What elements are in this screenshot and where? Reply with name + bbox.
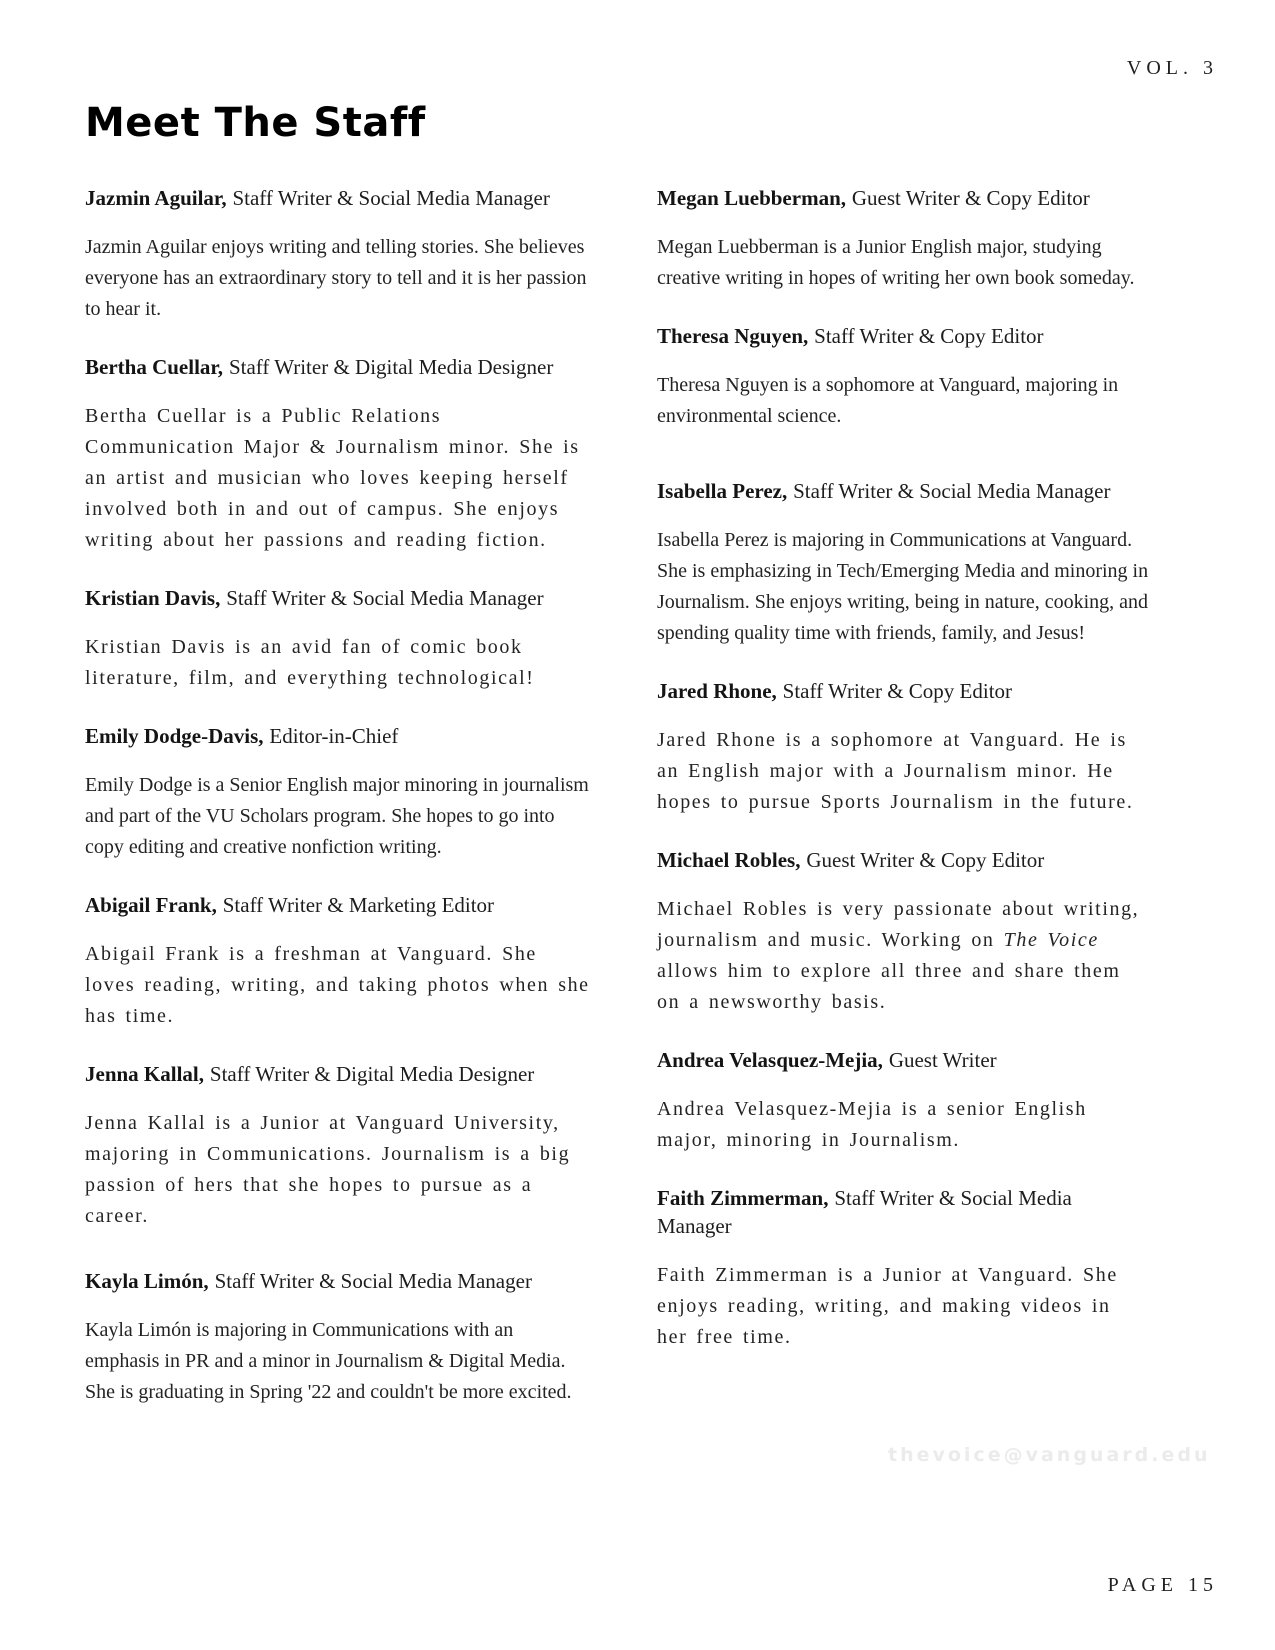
staff-name: Theresa Nguyen, — [657, 324, 809, 348]
staff-entry-jenna-kallal — [85, 1060, 590, 1232]
staff-entry-heading — [85, 891, 590, 919]
staff-role: Editor-in-Chief — [269, 724, 399, 748]
staff-role: Staff Writer & Social Media Manager — [657, 1186, 1072, 1238]
staff-entry-megan-luebberman — [657, 184, 1149, 294]
staff-role: Staff Writer & Social Media Manager — [232, 186, 550, 210]
staff-name: Kayla Limón, — [85, 1269, 209, 1293]
page-title: Meet The Staff — [85, 100, 426, 146]
staff-entry-michael-robles — [657, 846, 1149, 1018]
staff-bio: Kristian Davis is an avid fan of comic book literature, film, and everything technological! — [85, 636, 535, 689]
staff-name: Jenna Kallal, — [85, 1062, 205, 1086]
staff-name: Kristian Davis, — [85, 586, 221, 610]
staff-bio: Jenna Kallal is a Junior at Vanguard University, majoring in Communications. Journalism is a big passion of hers that she hopes to pursue as a career. — [85, 1112, 571, 1227]
staff-role: Staff Writer & Copy Editor — [782, 679, 1013, 703]
staff-bio — [657, 894, 1149, 1018]
staff-entry-jazmin-aguilar — [85, 184, 590, 325]
staff-entry-theresa-nguyen — [657, 322, 1149, 432]
staff-entry-heading — [657, 477, 1149, 505]
staff-bio: Isabella Perez is majoring in Communications at Vanguard. She is emphasizing in Tech/Emerging Media and minoring in Journalism. She enjoys writing, being in nature, cooking, and spending quality time with friends, family, and Jesus! — [657, 529, 1149, 644]
staff-bio: Jazmin Aguilar enjoys writing and telling stories. She believes everyone has an extraordinary story to tell and it is her passion to hear it. — [85, 236, 587, 320]
staff-entry-heading — [657, 846, 1149, 874]
staff-bio: Abigail Frank is a freshman at Vanguard. She loves reading, writing, and taking photos when she has time. — [85, 943, 590, 1027]
staff-entry-heading — [85, 584, 590, 612]
staff-name: Bertha Cuellar, — [85, 355, 224, 379]
staff-bio: Emily Dodge is a Senior English major minoring in journalism and part of the VU Scholars program. She hopes to go into copy editing and creative nonfiction writing. — [85, 774, 589, 858]
staff-role: Staff Writer & Marketing Editor — [222, 893, 495, 917]
staff-entry-faith-zimmerman — [657, 1184, 1149, 1353]
watermark-email: thevoice@vanguard.edu — [888, 1444, 1211, 1466]
staff-name: Megan Luebberman, — [657, 186, 846, 210]
staff-role: Staff Writer & Copy Editor — [814, 324, 1044, 348]
staff-entry-bertha-cuellar — [85, 353, 590, 556]
staff-role: Staff Writer & Digital Media Designer — [209, 1062, 535, 1086]
staff-name: Jared Rhone, — [657, 679, 777, 703]
staff-entry-jared-rhone — [657, 677, 1149, 818]
staff-bio-text: Michael Robles is very passionate about writing, journalism and music. Working on — [657, 898, 1140, 951]
staff-role: Staff Writer & Digital Media Designer — [228, 355, 554, 379]
staff-entry-heading — [657, 1046, 1149, 1074]
staff-bio: Jared Rhone is a sophomore at Vanguard. He is an English major with a Journalism minor. He hopes to pursue Sports Journalism in the future. — [657, 729, 1134, 813]
staff-role: Staff Writer & Social Media Manager — [214, 1269, 532, 1293]
staff-bio: Faith Zimmerman is a Junior at Vanguard. She enjoys reading, writing, and making videos in her free time. — [657, 1264, 1118, 1348]
staff-entry-heading — [657, 1184, 1149, 1240]
staff-role: Guest Writer & Copy Editor — [851, 186, 1090, 210]
staff-bio: Theresa Nguyen is a sophomore at Vanguard, majoring in environmental science. — [657, 374, 1119, 427]
staff-role: Guest Writer & Copy Editor — [806, 848, 1045, 872]
staff-entry-heading — [85, 353, 590, 381]
staff-name: Michael Robles, — [657, 848, 801, 872]
staff-name: Isabella Perez, — [657, 479, 788, 503]
staff-column-right — [657, 184, 1149, 1436]
staff-role: Guest Writer — [888, 1048, 997, 1072]
staff-entry-kayla-limon — [85, 1267, 590, 1408]
staff-name: Jazmin Aguilar, — [85, 186, 227, 210]
staff-bio-text: allows him to explore all three and share them on a newsworthy basis. — [657, 960, 1121, 1013]
staff-name: Emily Dodge-Davis, — [85, 724, 264, 748]
staff-entry-kristian-davis — [85, 584, 590, 694]
staff-column-left — [85, 184, 590, 1436]
staff-entry-isabella-perez — [657, 477, 1149, 649]
staff-entry-heading — [85, 184, 590, 212]
staff-role: Staff Writer & Social Media Manager — [793, 479, 1111, 503]
staff-bio: Megan Luebberman is a Junior English major, studying creative writing in hopes of writing her own book someday. — [657, 236, 1135, 289]
staff-name: Andrea Velasquez-Mejia, — [657, 1048, 883, 1072]
staff-entry-andrea-velasquez-mejia — [657, 1046, 1149, 1156]
staff-entry-abigail-frank — [85, 891, 590, 1032]
staff-bio: Kayla Limón is majoring in Communications with an emphasis in PR and a minor in Journalism & Digital Media. She is graduating in Spring '22 and couldn't be more excited. — [85, 1319, 572, 1403]
staff-entry-heading — [657, 322, 1149, 350]
staff-entry-heading — [85, 1060, 590, 1088]
staff-name: Faith Zimmerman, — [657, 1186, 829, 1210]
volume-label: VOL. 3 — [1126, 57, 1218, 79]
staff-role: Staff Writer & Social Media Manager — [226, 586, 544, 610]
staff-columns — [85, 184, 1275, 1436]
staff-bio: Bertha Cuellar is a Public Relations Communication Major & Journalism minor. She is an artist and musician who loves keeping herself involved both in and out of campus. She enjoys writing about her passions and reading fiction. — [85, 405, 580, 551]
staff-name: Abigail Frank, — [85, 893, 217, 917]
publication-name: The Voice — [1003, 929, 1099, 951]
staff-entry-heading — [657, 184, 1149, 212]
staff-entry-emily-dodge-davis — [85, 722, 590, 863]
page-number: PAGE 15 — [1107, 1574, 1218, 1596]
staff-entry-heading — [85, 1267, 590, 1295]
staff-entry-heading — [657, 677, 1149, 705]
staff-entry-heading — [85, 722, 590, 750]
staff-bio: Andrea Velasquez-Mejia is a senior English major, minoring in Journalism. — [657, 1098, 1087, 1151]
